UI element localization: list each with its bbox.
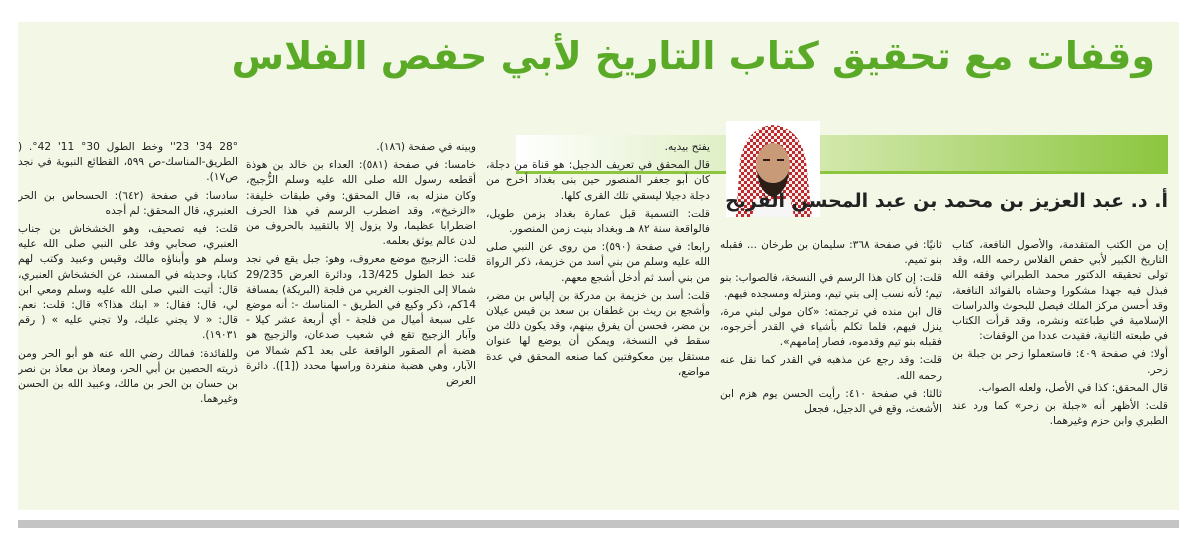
text-column-2 bbox=[720, 238, 942, 500]
paragraph: ثالثا: في صفحة ٤١٠: رأيت الحسن يوم هزم ابن الأشعث، وقع في الدجيل، فجعل bbox=[720, 387, 942, 416]
paragraph: قلت: فيه تصحيف، وهو الخشخاش بن جناب العنبري، صحابي وفد على النبي صلى الله عليه وسلم هو وأبناؤه مالك وقيس وعبيد وكتب لهم كتابا، وحديثه في المسند، عن الخشخاش العنبري، قال: أتيت النبي صلى الله عليه وسلم ومعي ابن لي، قال: فقال: « ابنك هذا؟» قال: قلت: نعم. قال: « لا يجني عليك، ولا تجني عليه » ( رقم ١٩٠٣١). bbox=[18, 223, 238, 342]
paragraph: سادسا: في صفحة (٦٤٢): الحسحاس بن الحر العنبري، قال المحقق: لم أجده bbox=[18, 189, 238, 217]
paragraph: إن من الكتب المتقدمة، والأصول النافعة، كتاب التاريخ الكبير لأبي حفص الفلاس رحمه الله، وقد تولى تحقيقه الدكتور محمد الطبراني وفقه الله فبذل فيه جهدا مشكورا وحشاه بالفوائد النافعة، وقد أحسن مركز الملك فيصل للبحوث والدراسات الإسلامية في طباعته ونشره، وقد قرأت الكتاب في طبعته الثانية، فقيدت عددا من الوقفات: bbox=[952, 239, 1168, 343]
paragraph: وبينه في صفحة (١٨٦). bbox=[376, 141, 476, 153]
author-name: أ. د. عبد العزيز بن محمد بن عبد المحسن الفريح bbox=[725, 190, 1168, 212]
paragraph: 28° 34' 23'' وخط الطول 30° 11' 42°. ( الطريق-المناسك-ص ٥٩٩، القطائع النبوية في نجد ص١٧). bbox=[18, 141, 238, 184]
text-column-4 bbox=[246, 140, 476, 502]
article-title: وقفات مع تحقيق كتاب التاريخ لأبي حفص الفلاس bbox=[231, 34, 1155, 78]
paragraph: قلت: الأظهر أنه «جبلة بن زحر» كما ورد عند الطبري وابن حزم وغيرهما. bbox=[952, 400, 1168, 428]
paragraph: أولا: في صفحة ٤٠٩: فاستعملوا زحر بن جبلة بن زحر. bbox=[952, 348, 1168, 376]
text-column-1 bbox=[952, 238, 1168, 500]
paragraph: قال المحقق في تعريف الدجيل: هو قناة من دجلة، كان أبو جعفر المنصور حين بنى بغداد أخرج من دجلة دجيلا ليسقي تلك القرى كلها. bbox=[486, 159, 710, 202]
paragraph: قلت: الزجيج موضع معروف، وهو: جبل يقع في نجد عند خط الطول 13/425، ودائرة العرض 29/235 شمالا إلى الجنوب الغربي من فلجة (البريكة) بمسافة 14كم، ذكر وكيع في الطريق - المناسك -: أنه موضع على سبعة أميال من فلجة - أي أربعة عشر كيلا - وآبار الزجيج تقع في شعيب صدعان، والزجيج هو هضبة أم الصقور الواقعة على بعد 1كم شمالا من الآبار، وهي هضبة منفردة وراسها محدد ([1]). دائرة العرض bbox=[246, 253, 476, 388]
paragraph: قلت: التسمية قبل عمارة بغداد بزمن طويل، فالواقعة سنة ٨٢ هـ وبغداد بنيت زمن المنصور. bbox=[486, 207, 710, 236]
paragraph: ثانيًا: في صفحة ٣٦٨: سليمان بن طرخان ... فقبله بنو تميم. bbox=[720, 239, 942, 267]
paragraph: وللفائدة: فمالك رضي الله عنه هو أبو الحر ومن ذريته الحصين بن أبي الحر، ومعاذ بن معاذ بن نصر بن حسان بن الحر بن مالك، وعبيد الله بن الحسن وغيرهما. bbox=[18, 347, 238, 406]
paragraph: يفتح بيديه. bbox=[664, 141, 710, 153]
paragraph: خامسا: في صفحة (٥٨١): العداء بن خالد بن هوذة أقطعه رسول الله صلى الله عليه وسلم الزُّجيج، وكان منزله به، قال المحقق: وفي طبقات خليفة: «الزخيخ»، وقد اضطرب الرسم في هذا الحرف اضطرابا عظيما، ولا يزول إلا بالتقييد بالحروف من لدن عالم يوثق بعلمه. bbox=[246, 159, 476, 248]
text-column-3 bbox=[486, 140, 710, 502]
paragraph: قلت: أسد بن خزيمة بن مدركة بن إلياس بن مضر، وأشجع بن ريث بن غطفان بن سعد بن قيس عيلان بن مضر، فحسن أن يفرق بينهم، وقد يكون ذلك من سقط في النسخة، ويمكن أن يوضع لها عنوان مستقل بين معكوفتين كما صنعه المحقق في عدة مواضع، bbox=[486, 289, 710, 378]
bottom-divider bbox=[18, 520, 1179, 528]
paragraph: قلت: إن كان هذا الرسم في النسخة، فالصواب: بنو تيم؛ لأنه نسب إلى بني تيم، ومنزله ومسجده فيهم. bbox=[720, 272, 942, 300]
paragraph: رابعا: في صفحة (٥٩٠): من روى عن النبي صلى الله عليه وسلم من بني أسد من خزيمة، ذكر الرواة من بني أسد ثم أدخل أشجع معهم. bbox=[486, 241, 710, 284]
text-column-5 bbox=[18, 140, 238, 502]
paragraph: قال المحقق: كذا في الأصل، ولعله الصواب. bbox=[978, 381, 1168, 394]
paragraph: قال ابن منده في ترجمته: «كان مولى لبني مرة، ينزل فيهم، فلما تكلم بأشياء في القدر أخرجوه، فقبله بنو تيم وقدموه، فصار إمامهم». bbox=[720, 305, 942, 349]
paragraph: قلت: وقد رجع عن مذهبه في القدر كما نقل عنه رحمه الله. bbox=[720, 354, 942, 382]
